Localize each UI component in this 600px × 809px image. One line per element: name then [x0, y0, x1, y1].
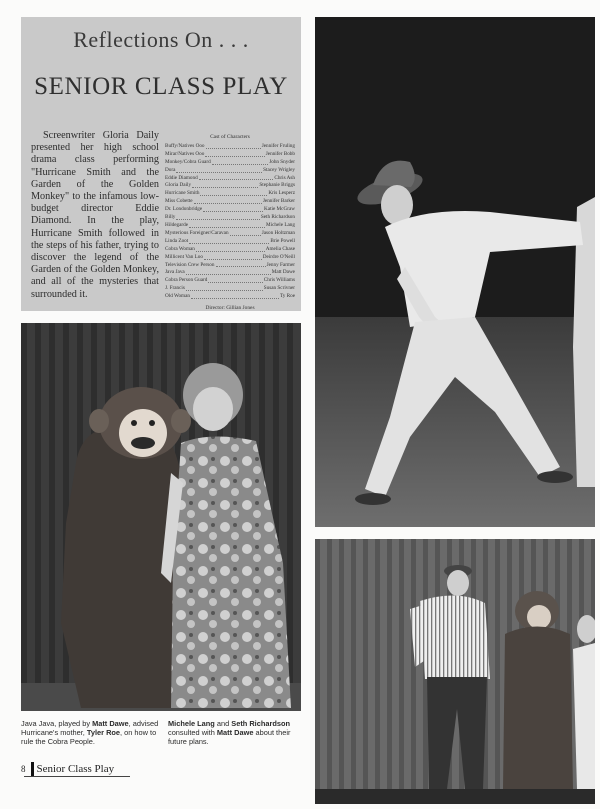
- leader-dots: [199, 175, 274, 181]
- leader-dots: [216, 262, 266, 268]
- cast-row: [165, 159, 295, 167]
- cast-actor: Susan Scrivner: [263, 285, 295, 292]
- leader-dots: [186, 269, 271, 275]
- leader-dots: [196, 246, 265, 252]
- cast-row: [165, 246, 295, 254]
- cast-row: [165, 182, 295, 190]
- caption-right-text: about their future plans.: [168, 728, 291, 746]
- leader-dots: [189, 238, 269, 244]
- cast-row: [165, 277, 295, 285]
- caption-right-name: Seth Richardson: [231, 719, 291, 728]
- title-panel: [21, 17, 301, 311]
- caption-right-name: Michele Lang: [168, 719, 215, 728]
- page-title: SENIOR CLASS PLAY: [34, 73, 288, 100]
- cast-actor: Jennifer Bobb: [265, 150, 295, 157]
- cast-role: Monkey/Cobra Guard: [165, 158, 211, 165]
- cast-row: [165, 206, 295, 214]
- cast-role: J. Francis: [165, 285, 185, 292]
- cast-role: Millicent Van Loo: [165, 253, 203, 260]
- cast-row: [165, 190, 295, 198]
- cast-role: Mysterious Foreigner/Caravan: [165, 229, 229, 236]
- cast-row: [165, 222, 295, 230]
- cast-row: [165, 198, 295, 206]
- cast-row: [165, 238, 295, 246]
- caption-right-text: consulted with: [168, 728, 217, 737]
- cast-role: Hurricane Smith: [165, 190, 200, 197]
- leader-dots: [204, 254, 262, 260]
- cast-role: Billy: [165, 214, 176, 221]
- cast-role: Television Crew Person: [165, 261, 215, 268]
- cast-row: [165, 167, 295, 175]
- cast-row: [165, 151, 295, 159]
- cast-actor: Ty Roe: [279, 293, 295, 300]
- cast-actor: Deirdre O'Neill: [262, 253, 295, 260]
- cast-role: Miss Cobette: [165, 198, 193, 205]
- cast-rows: [165, 143, 295, 301]
- cast-actor: John Snyder: [269, 158, 295, 165]
- cast-role: Eddie Diamond: [165, 174, 198, 181]
- photo-monkey-and-mother: [21, 323, 301, 711]
- leader-dots: [186, 285, 263, 291]
- cast-role: Java Java: [165, 269, 185, 276]
- leader-dots: [176, 167, 262, 173]
- cast-row: [165, 254, 295, 262]
- cast-row: [165, 143, 295, 151]
- page-footer: [21, 762, 114, 776]
- cast-actor: Michele Lang: [266, 221, 295, 228]
- footer-section-label: Senior Class Play: [36, 763, 115, 775]
- cast-row: [165, 285, 295, 293]
- caption-left: [21, 719, 161, 746]
- leader-dots: [206, 143, 261, 149]
- cast-actor: Jenny Farmer: [266, 261, 295, 268]
- director-credit: Director: Gillian Jones: [205, 305, 255, 312]
- cast-actor: Amelia Chase: [265, 245, 295, 252]
- cast-actor: Katie McGraw: [264, 206, 295, 213]
- cast-role: Old Woman: [165, 293, 190, 300]
- cast-actor: Brie Powell: [270, 237, 295, 244]
- leader-dots: [208, 277, 262, 283]
- photo-dancer: [315, 17, 595, 527]
- leader-dots: [203, 206, 263, 212]
- cast-role: Mirar/Natives Ooo: [165, 150, 205, 157]
- cast-heading: Cast of Characters: [210, 134, 250, 140]
- cast-row: [165, 262, 295, 270]
- cast-actor: Stacey Wrigley: [263, 166, 295, 173]
- cast-actor: Jason Holtzman: [261, 229, 295, 236]
- cast-role: Linda Zoot: [165, 237, 189, 244]
- leader-dots: [212, 159, 269, 165]
- caption-right-text: and: [214, 719, 232, 728]
- cast-role: Cobra Woman: [165, 245, 195, 252]
- leader-dots: [194, 198, 262, 204]
- cast-row: [165, 293, 295, 301]
- page-number: 8: [21, 764, 26, 774]
- cast-actor: Seth Richardson: [260, 214, 295, 221]
- leader-dots: [200, 190, 267, 196]
- cast-actor: Kris Lesperz: [268, 190, 295, 197]
- reflections-heading: Reflections On . . .: [73, 27, 249, 52]
- footer-rule: [24, 776, 130, 777]
- cast-row: [165, 269, 295, 277]
- cast-role: Dora: [165, 166, 176, 173]
- cast-row: [165, 230, 295, 238]
- caption-left-name: Tyler Roe: [86, 728, 121, 737]
- caption-left-text: , advised Hurricane's mother,: [21, 719, 159, 737]
- leader-dots: [189, 222, 265, 228]
- leader-dots: [230, 230, 261, 236]
- caption-right: [168, 719, 302, 746]
- caption-left-text: , on how to rule the Cobra People.: [21, 728, 157, 746]
- cast-actor: Stephanie Briggs: [259, 182, 295, 189]
- cast-actor: Matt Dawe: [271, 269, 295, 276]
- cast-actor: Jennifer Barker: [262, 198, 295, 205]
- caption-left-text: Java Java, played by: [21, 719, 93, 728]
- cast-list: [165, 134, 295, 313]
- cast-role: Hildegarde: [165, 221, 189, 228]
- caption-right-name: Matt Dawe: [216, 728, 254, 737]
- leader-dots: [191, 293, 279, 299]
- cast-role: Cobra Person Guard: [165, 277, 208, 284]
- cast-role: Buffy/Natives Ooo: [165, 142, 205, 149]
- footer-divider: [31, 762, 34, 776]
- story-paragraph: Screenwriter Gloria Daily presented her high school drama class performing "Hurricane Smith and the Garden of the Golden Monkey" to the infamous low-budget director Eddie Diamond. In the play, Hurricane Smith followed in the steps of his father, trying to discover the legend of the Garden of the Golden Monkey, and all of the mysteries that surrounded it.: [31, 130, 159, 300]
- cast-actor: Chris Ash: [274, 174, 295, 181]
- cast-actor: Jennifer Fruling: [261, 142, 295, 149]
- photo-stage-scene: [315, 539, 595, 804]
- cast-row: [165, 214, 295, 222]
- leader-dots: [176, 214, 259, 220]
- cast-row: [165, 175, 295, 183]
- cast-role: Gloria Daily: [165, 182, 192, 189]
- cast-role: Dr. Londonbridge: [165, 206, 203, 213]
- cast-actor: Chris Williams: [263, 277, 295, 284]
- caption-left-name: Matt Dawe: [92, 719, 129, 728]
- leader-dots: [192, 182, 258, 188]
- leader-dots: [205, 151, 264, 157]
